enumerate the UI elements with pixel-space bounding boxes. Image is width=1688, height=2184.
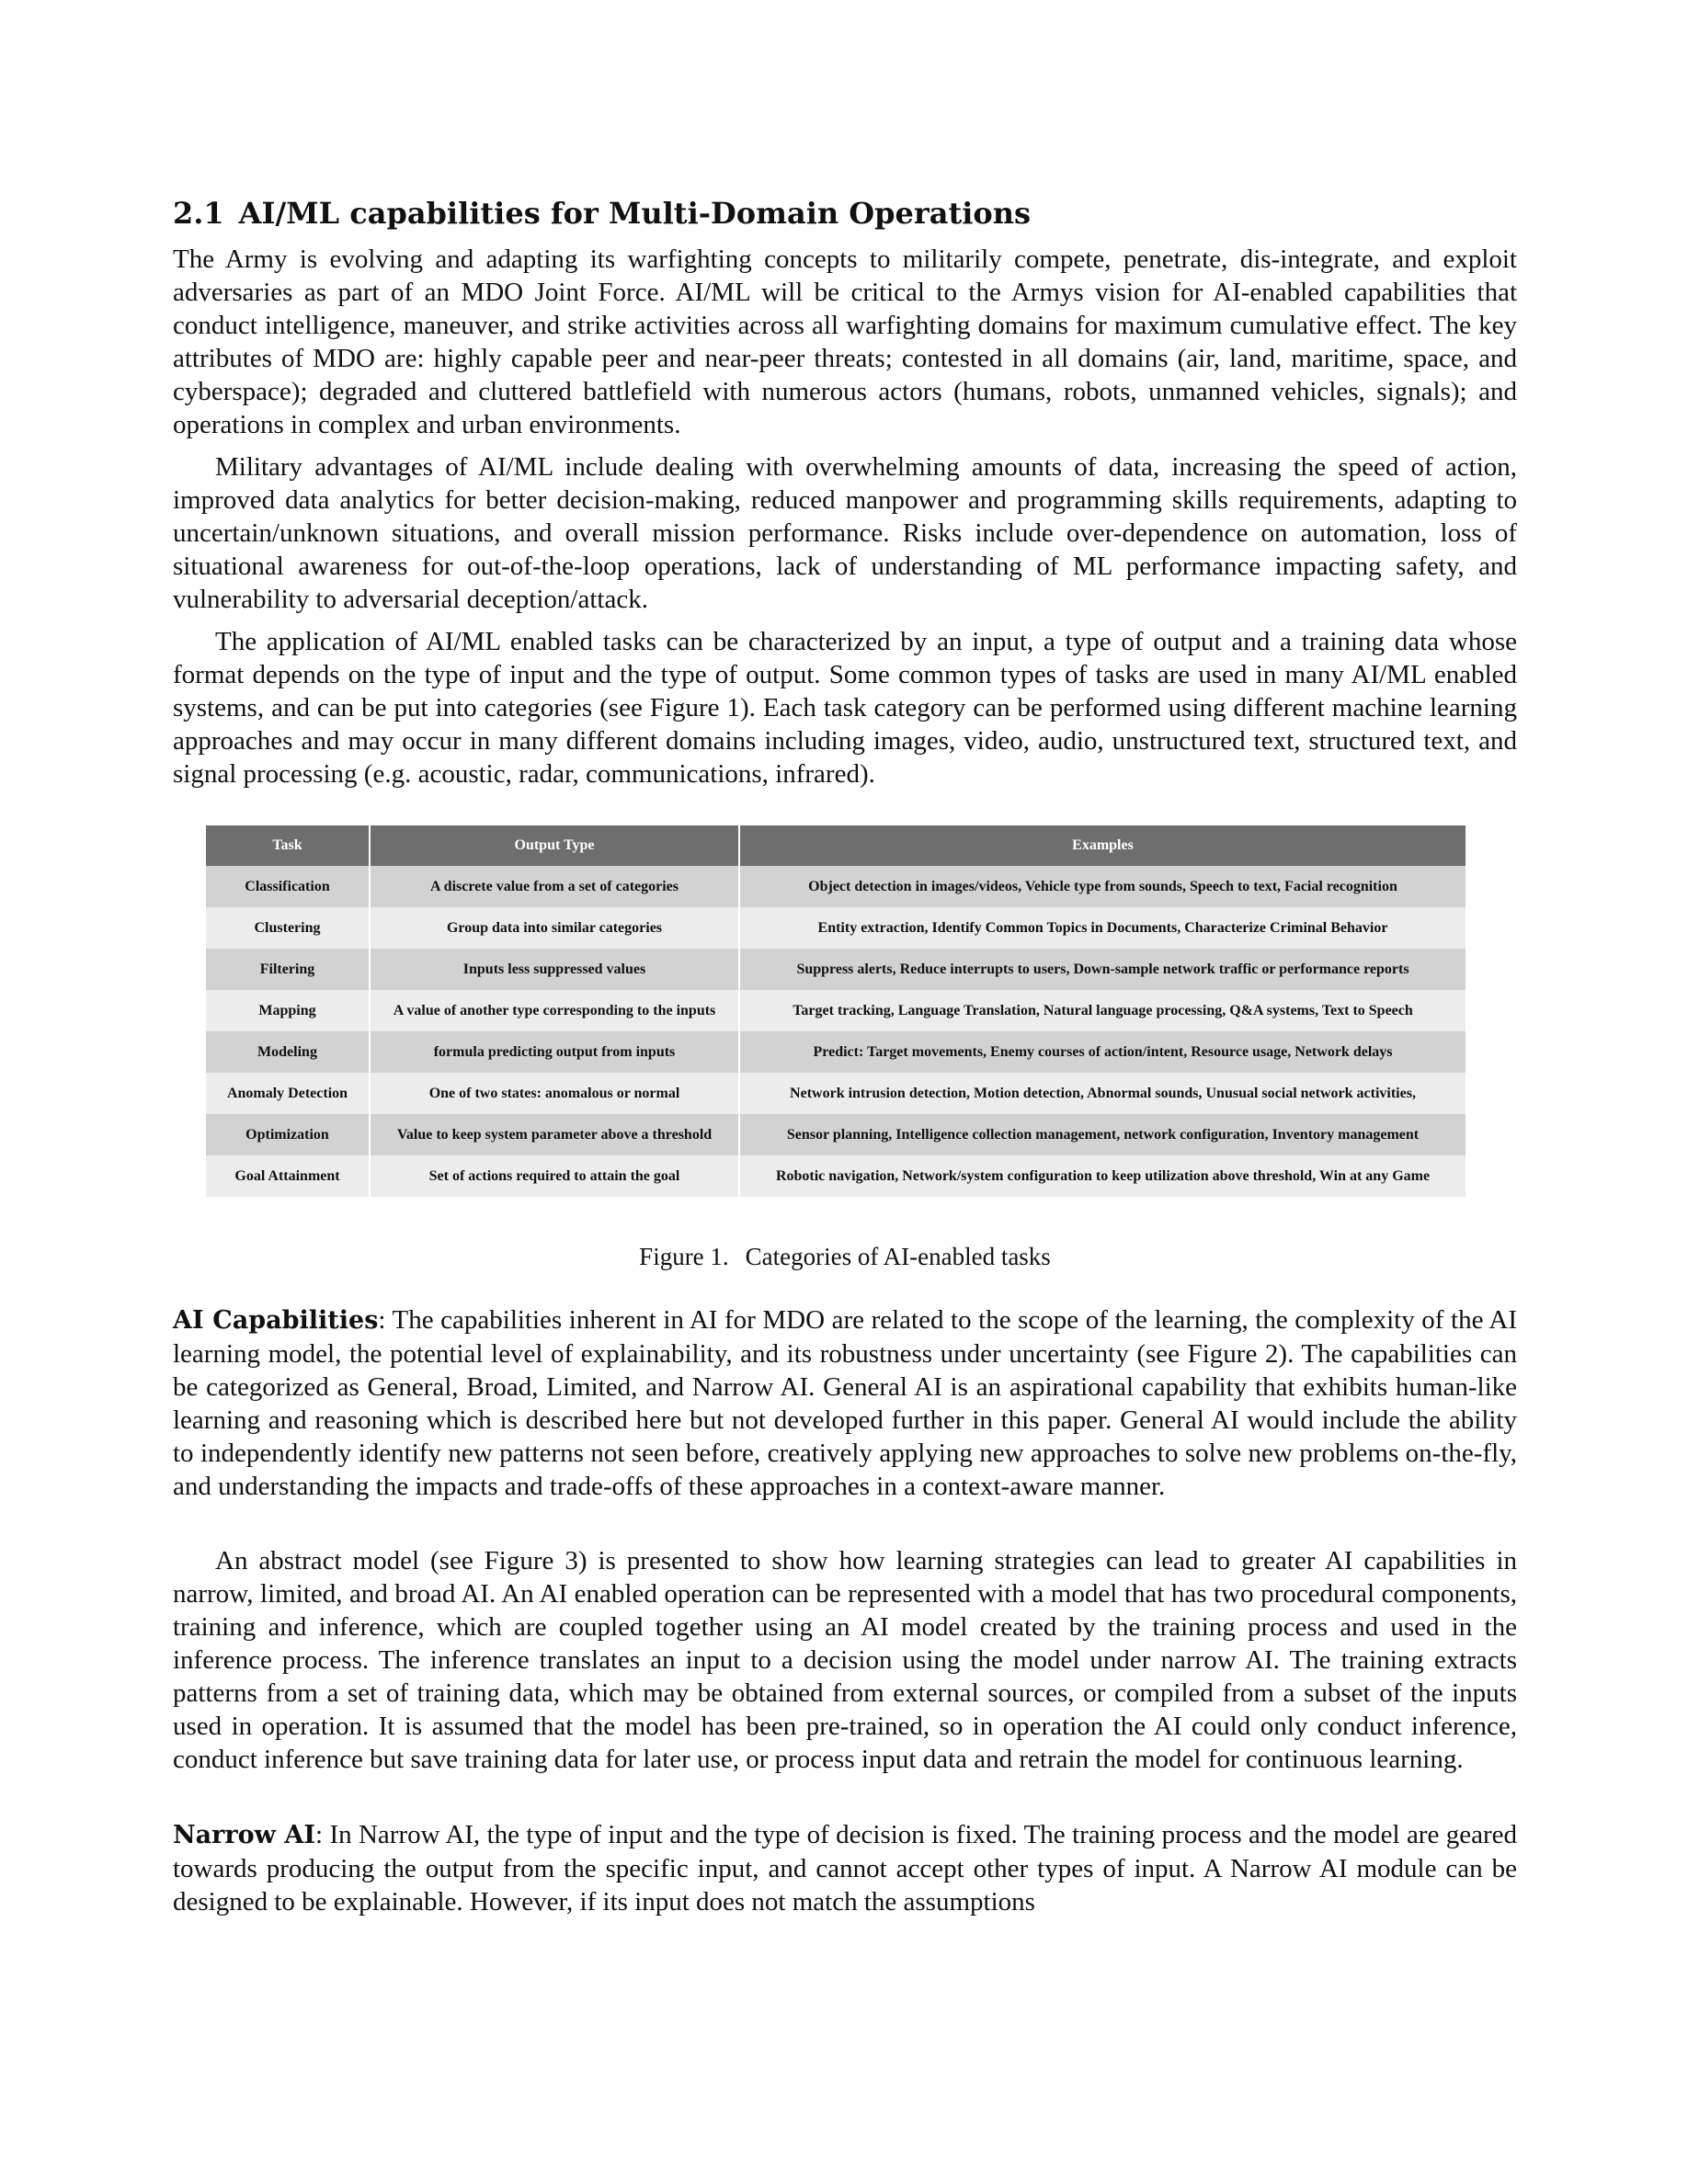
- cell-output-type: A value of another type corresponding to the inputs: [370, 990, 739, 1031]
- cell-examples: Network intrusion detection, Motion detection, Abnormal sounds, Unusual social network activities,: [739, 1073, 1466, 1114]
- paragraph-narrow-ai-text: : In Narrow AI, the type of input and the type of decision is fixed. The training process and the model are geared towards producing the output from the specific input, and cannot accept other types of input. A Narrow AI module can be designed to be explainable. However, if its input does not match the assumptions: [173, 1820, 1517, 1917]
- table-row: [206, 990, 1466, 1031]
- paragraph-military-advantages: Military advantages of AI/ML include dealing with overwhelming amounts of data, increasing the speed of action, improved data analytics for better decision-making, reduced manpower and programming skills requirements, adapting to uncertain/unknown situations, and overall mission performance. Risks include over-dependence on automation, loss of situational awareness for out-of-the-loop operations, lack of understanding of ML performance impacting safety, and vulnerability to adversarial deception/attack.: [173, 452, 1517, 614]
- header-task: Task: [206, 825, 370, 866]
- table-row: [206, 866, 1466, 907]
- cell-output-type: Set of actions required to attain the goal: [370, 1155, 739, 1197]
- cell-examples: Entity extraction, Identify Common Topics in Documents, Characterize Criminal Behavior: [739, 907, 1466, 949]
- cell-output-type: Group data into similar categories: [370, 907, 739, 949]
- figure-1: [206, 825, 1466, 1197]
- cell-examples: Suppress alerts, Reduce interrupts to users, Down-sample network traffic or performance reports: [739, 949, 1466, 990]
- cell-examples: Object detection in images/videos, Vehicle type from sounds, Speech to text, Facial recognition: [739, 866, 1466, 907]
- table-row: [206, 1155, 1466, 1197]
- cell-examples: Predict: Target movements, Enemy courses of action/intent, Resource usage, Network delays: [739, 1031, 1466, 1073]
- cell-output-type: Value to keep system parameter above a threshold: [370, 1114, 739, 1155]
- cell-output-type: A discrete value from a set of categories: [370, 866, 739, 907]
- figure-caption: [173, 1241, 1517, 1272]
- paragraph-mdo-overview: The Army is evolving and adapting its warfighting concepts to militarily compete, penetrate, dis-integrate, and exploit adversaries as part of an MDO Joint Force. AI/ML will be critical to the Armys vision for AI-enabled capabilities that conduct intelligence, maneuver, and strike activities across all warfighting domains for maximum cumulative effect. The key attributes of MDO are: highly capable peer and near-peer threats; contested in all domains (air, land, maritime, space, and cyberspace); degraded and cluttered battlefield with numerous actors (humans, robots, unmanned vehicles, signals); and operations in complex and urban environments.: [173, 245, 1517, 439]
- paragraph-ai-capabilities: [173, 1303, 1517, 1503]
- cell-examples: Target tracking, Language Translation, Natural language processing, Q&A systems, Text to Speech: [739, 990, 1466, 1031]
- paragraph-ai-capabilities-text: : The capabilities inherent in AI for MDO are related to the scope of the learning, the complexity of the AI learning model, the potential level of explainability, and its robustness under uncertainty (see Figure 2). The capabilities can be categorized as General, Broad, Limited, and Narrow AI. General AI is an aspirational capability that exhibits human-like learning and reasoning which is described here but not developed further in this paper. General AI would include the ability to independently identify new patterns not seen before, creatively applying new approaches to solve new problems on-the-fly, and understanding the impacts and trade-offs of these approaches in a context-aware manner.: [173, 1305, 1517, 1501]
- lead-ai-capabilities: AI Capabilities: [173, 1306, 379, 1335]
- task-categories-table: [206, 825, 1466, 1197]
- header-output-type: Output Type: [370, 825, 739, 866]
- cell-task: Goal Attainment: [206, 1155, 370, 1197]
- cell-output-type: Inputs less suppressed values: [370, 949, 739, 990]
- table-row: [206, 1073, 1466, 1114]
- table-row: [206, 907, 1466, 949]
- cell-examples: Sensor planning, Intelligence collection management, network configuration, Inventory management: [739, 1114, 1466, 1155]
- lead-narrow-ai: Narrow AI: [173, 1821, 315, 1849]
- cell-output-type: One of two states: anomalous or normal: [370, 1073, 739, 1114]
- table-row: [206, 1031, 1466, 1073]
- paragraph-abstract-model: An abstract model (see Figure 3) is presented to show how learning strategies can lead to greater AI capabilities in narrow, limited, and broad AI. An AI enabled operation can be represented with a model that has two procedural components, training and inference, which are coupled together using an AI model created by the training process and used in the inference process. The inference translates an input to a decision using the model under narrow AI. The training extracts patterns from a set of training data, which may be obtained from external sources, or compiled from a subset of the inputs used in operation. It is assumed that the model has been pre-trained, so in operation the AI could only conduct inference, conduct inference but save training data for later use, or process input data and retrain the model for continuous learning.: [173, 1546, 1517, 1774]
- cell-task: Classification: [206, 866, 370, 907]
- section-number: 2.1: [173, 196, 224, 231]
- cell-task: Filtering: [206, 949, 370, 990]
- section-heading: [173, 195, 1517, 232]
- cell-task: Clustering: [206, 907, 370, 949]
- figure-caption-text: Categories of AI-enabled tasks: [745, 1243, 1051, 1270]
- cell-output-type: formula predicting output from inputs: [370, 1031, 739, 1073]
- table-header-row: [206, 825, 1466, 866]
- header-examples: Examples: [739, 825, 1466, 866]
- cell-examples: Robotic navigation, Network/system configuration to keep utilization above threshold, Win at any Game: [739, 1155, 1466, 1197]
- cell-task: Modeling: [206, 1031, 370, 1073]
- table-row: [206, 949, 1466, 990]
- figure-label: Figure 1.: [639, 1243, 729, 1270]
- cell-task: Anomaly Detection: [206, 1073, 370, 1114]
- paragraph-narrow-ai: [173, 1818, 1517, 1918]
- table-row: [206, 1114, 1466, 1155]
- cell-task: Mapping: [206, 990, 370, 1031]
- section-title: AI/ML capabilities for Multi-Domain Operations: [238, 196, 1032, 231]
- cell-task: Optimization: [206, 1114, 370, 1155]
- paragraph-task-application: The application of AI/ML enabled tasks can be characterized by an input, a type of output and a training data whose format depends on the type of input and the type of output. Some common types of tasks are used in many AI/ML enabled systems, and can be put into categories (see Figure 1). Each task category can be performed using different machine learning approaches and may occur in many different domains including images, video, audio, unstructured text, structured text, and signal processing (e.g. acoustic, radar, communications, infrared).: [173, 627, 1517, 789]
